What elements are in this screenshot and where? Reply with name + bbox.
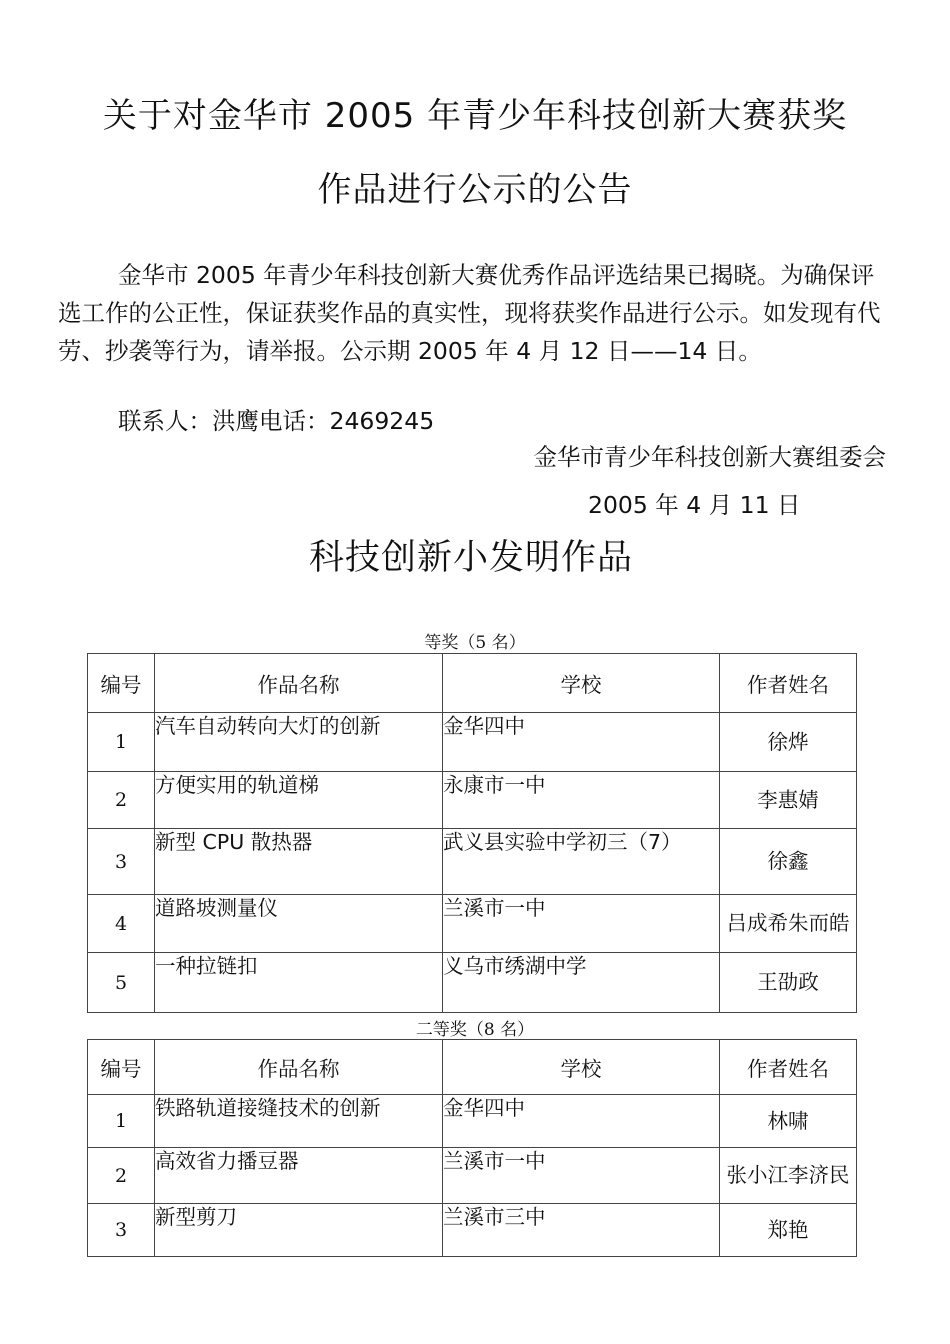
cell-no: 5 [88,953,155,1013]
cell-school: 义乌市绣湖中学 [443,953,720,1013]
notice-date: 2005 年 4 月 11 日 [588,491,801,519]
cell-author: 王劭政 [720,953,857,1013]
cell-author: 郑艳 [720,1204,857,1257]
cell-school: 金华四中 [443,1095,720,1148]
cell-no: 3 [88,1204,155,1257]
table-row [88,1148,857,1204]
cell-work: 汽车自动转向大灯的创新 [155,713,443,772]
notice-title-line2: 作品进行公示的公告 [317,170,633,210]
header-author: 作者姓名 [720,654,857,713]
header-no: 编号 [88,654,155,713]
cell-author: 李惠婧 [720,772,857,829]
table-row [88,713,857,772]
cell-author: 张小江李济民 [720,1148,857,1204]
cell-school: 永康市一中 [443,772,720,829]
cell-no: 2 [88,772,155,829]
cell-author: 徐鑫 [720,829,857,895]
second-prize-table [87,1039,857,1257]
header-school: 学校 [443,1040,720,1095]
organizer-signature: 金华市青少年科技创新大赛组委会 [533,443,886,471]
header-work: 作品名称 [155,1040,443,1095]
contact-line: 联系人：洪鹰电话：2469245 [118,407,435,435]
table-row [88,953,857,1013]
cell-no: 1 [88,713,155,772]
notice-body: 金华市 2005 年青少年科技创新大赛优秀作品评选结果已揭晓。为确保评选工作的公正性，保证获奖作品的真实性，现将获奖作品进行公示。如发现有代劳、抄袭等行为，请举报。公示期 2005 年 4 月 12 日——14 日。 [58,261,881,365]
header-author: 作者姓名 [720,1040,857,1095]
cell-school: 兰溪市一中 [443,895,720,953]
cell-no: 3 [88,829,155,895]
table-row [88,895,857,953]
first-prize-caption: 等奖（5 名） [424,633,526,653]
cell-author: 吕成希朱而皓 [720,895,857,953]
cell-no: 2 [88,1148,155,1204]
cell-work: 新型 CPU 散热器 [155,829,443,895]
cell-school: 金华四中 [443,713,720,772]
second-prize-caption: 二等奖（8 名） [415,1020,535,1040]
notice-title-line1: 关于对金华市 2005 年青少年科技创新大赛获奖 [102,96,848,136]
cell-no: 4 [88,895,155,953]
cell-work: 方便实用的轨道梯 [155,772,443,829]
first-prize-table [87,653,857,1013]
cell-school: 武义县实验中学初三（7） [443,829,720,895]
table-header-row [88,1040,857,1095]
cell-author: 徐烨 [720,713,857,772]
header-work: 作品名称 [155,654,443,713]
section-title: 科技创新小发明作品 [308,538,633,578]
cell-no: 1 [88,1095,155,1148]
cell-work: 道路坡测量仪 [155,895,443,953]
header-no: 编号 [88,1040,155,1095]
table-row [88,829,857,895]
table-row [88,772,857,829]
cell-work: 一种拉链扣 [155,953,443,1013]
cell-school: 兰溪市三中 [443,1204,720,1257]
cell-work: 铁路轨道接缝技术的创新 [155,1095,443,1148]
header-school: 学校 [443,654,720,713]
cell-work: 新型剪刀 [155,1204,443,1257]
cell-work: 高效省力播豆器 [155,1148,443,1204]
table-row [88,1095,857,1148]
table-row [88,1204,857,1257]
cell-author: 林啸 [720,1095,857,1148]
table-header-row [88,654,857,713]
cell-school: 兰溪市一中 [443,1148,720,1204]
